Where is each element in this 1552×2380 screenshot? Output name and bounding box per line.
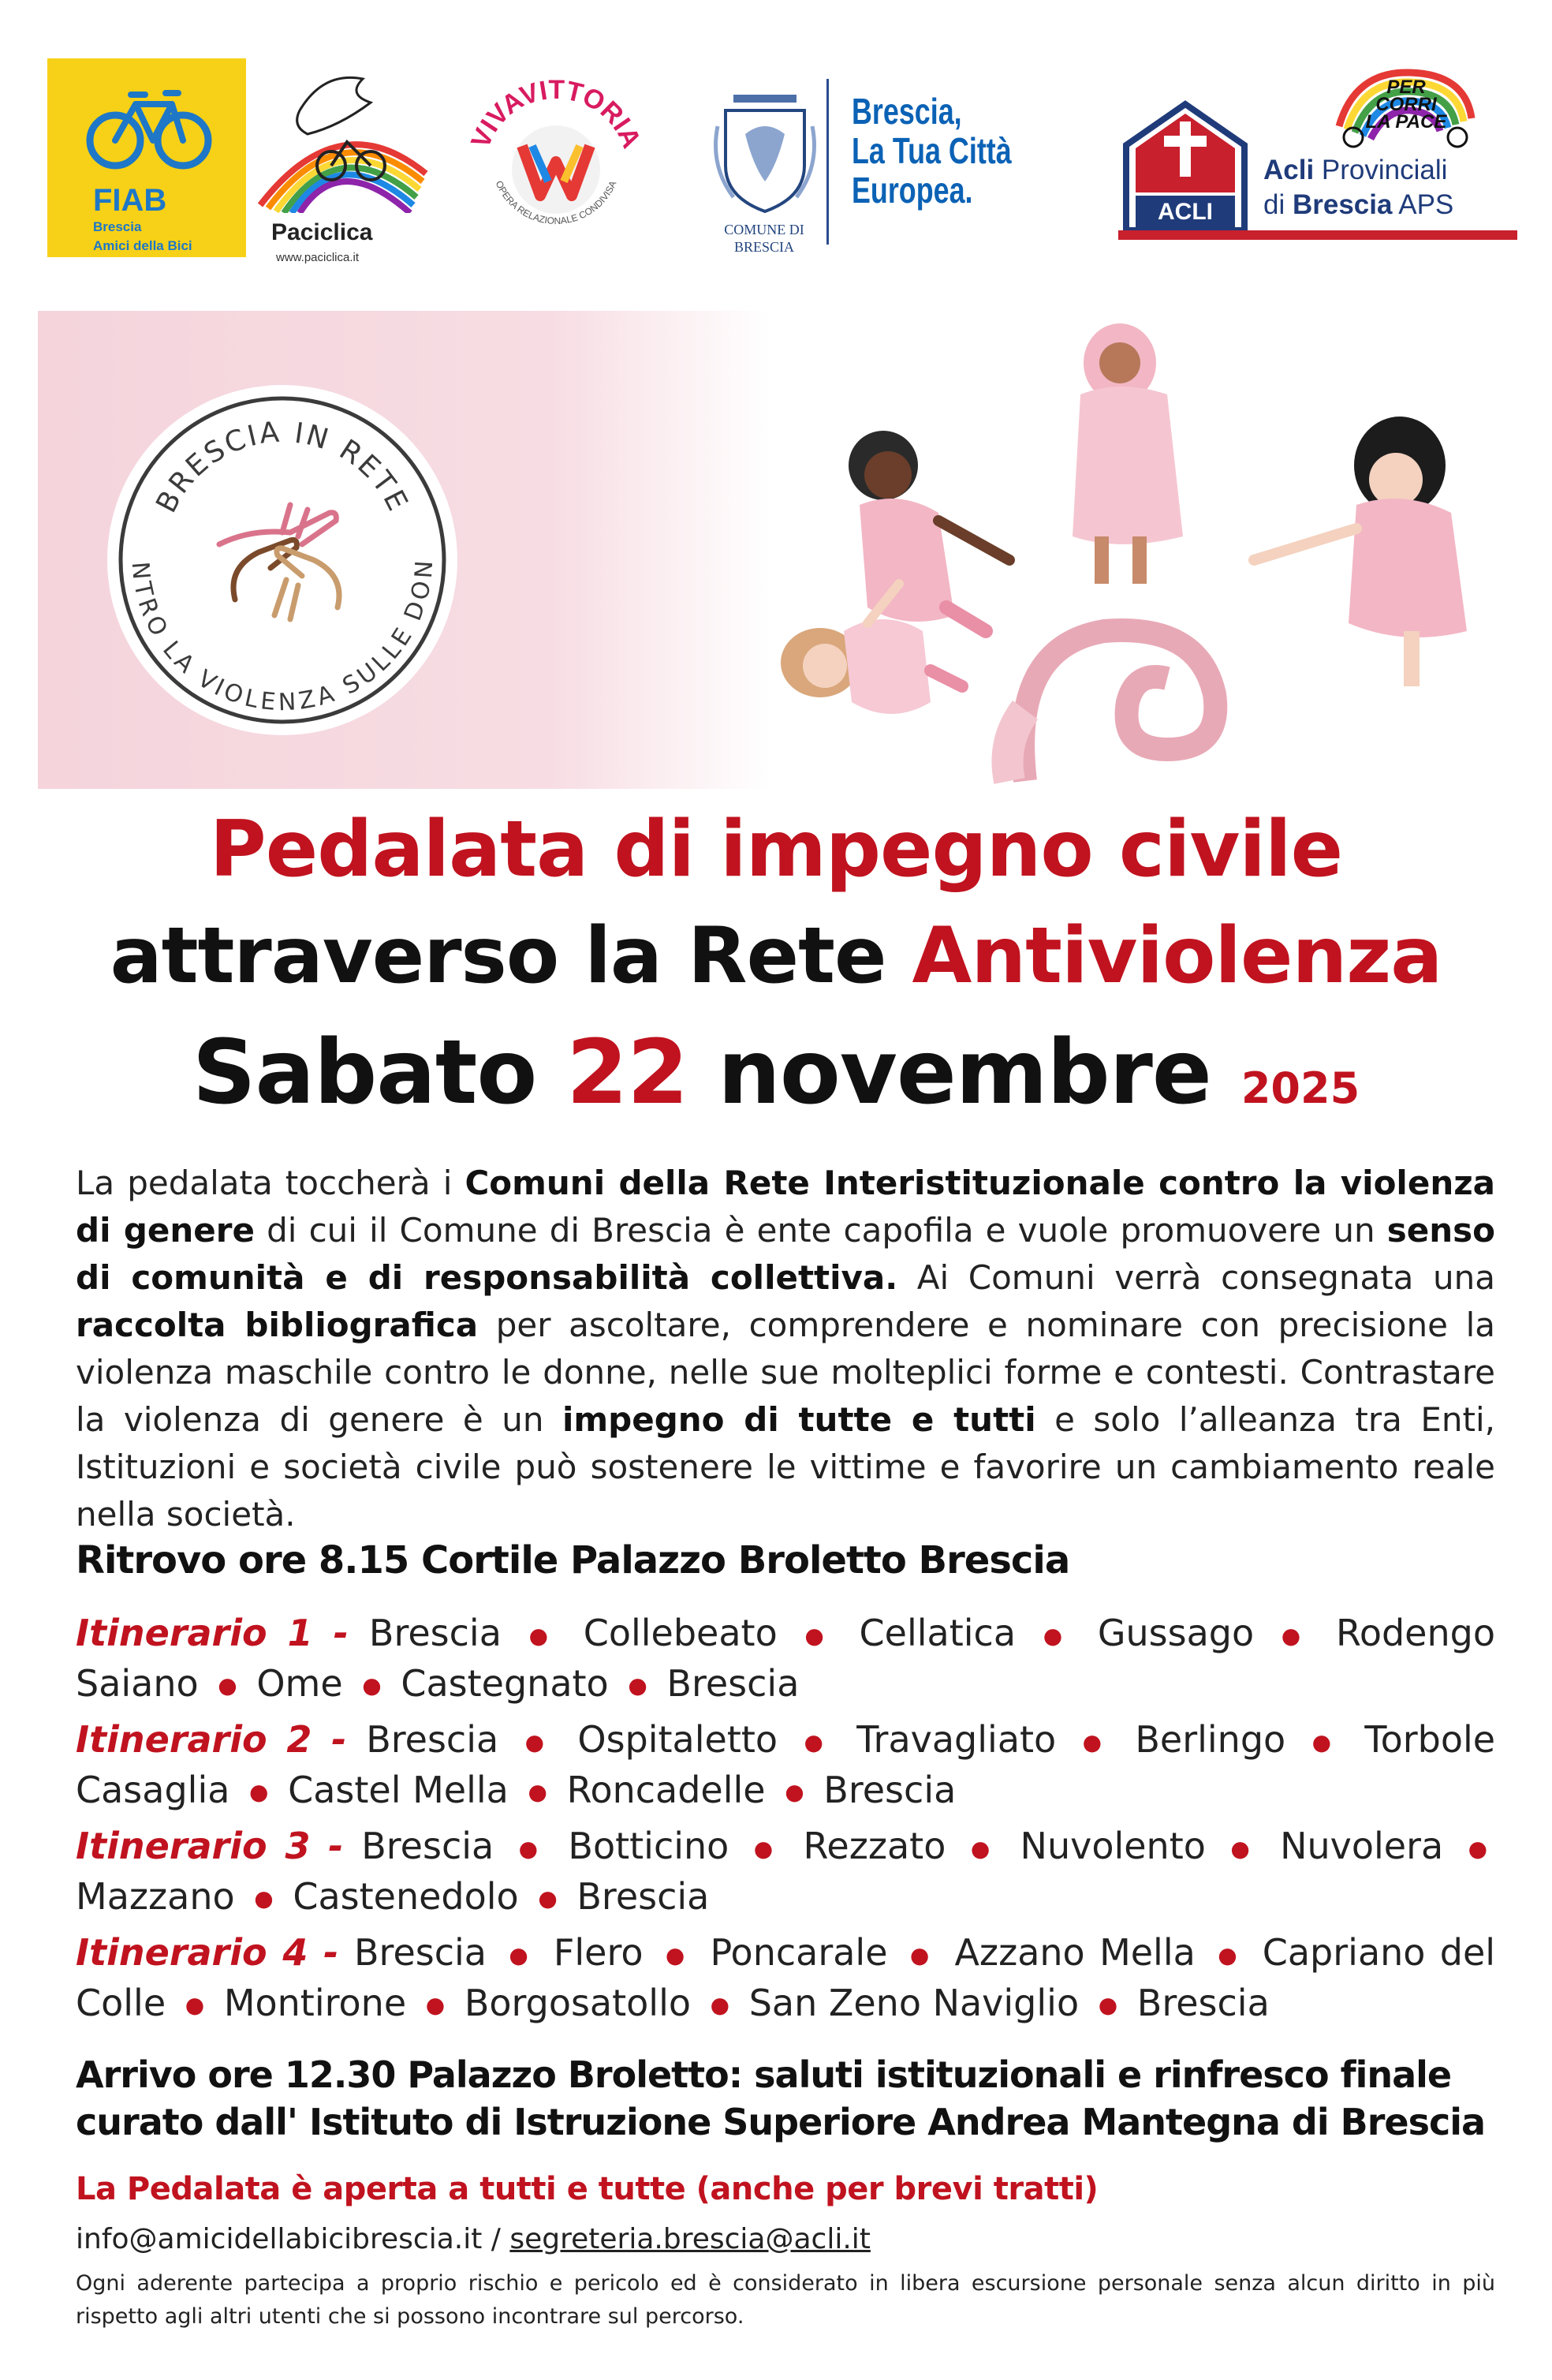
bullet-dot-icon: ●: [509, 1941, 532, 1968]
itinerary-stop: Capriano del Colle: [76, 1931, 1496, 2024]
itinerary-stop: Flero: [553, 1931, 644, 1974]
itinerary-stop: Mazzano: [76, 1874, 235, 1918]
comune-label: [705, 221, 823, 256]
contact-emails: [76, 2223, 871, 2255]
date-year: 2025: [1240, 1063, 1360, 1113]
desc-text-2: di cui il Comune di Brescia è ente capofila e vuole promuovere un: [255, 1211, 1387, 1250]
paciclica-url: www.paciclica.it: [276, 251, 360, 264]
bullet-dot-icon: ●: [665, 1941, 688, 1968]
itinerary-stop: Brescia: [576, 1874, 710, 1918]
desc-bold-4: impegno di tutte e tutti: [561, 1400, 1036, 1439]
woman-figure-3: [1254, 417, 1467, 686]
bullet-dot-icon: ●: [710, 1992, 730, 2018]
bullet-dot-icon: ●: [909, 1941, 933, 1968]
itinerary-stop: Gussago: [1097, 1612, 1255, 1654]
itinerary-stop: Rezzato: [803, 1825, 946, 1867]
title-line-2b: Antiviolenza: [912, 911, 1442, 1001]
itinerary-stop: San Zeno Naviglio: [748, 1981, 1080, 2024]
itinerary-label: Itinerario 4 -: [76, 1931, 354, 1974]
bullet-dot-icon: ●: [1043, 1622, 1071, 1649]
bullet-dot-icon: ●: [185, 1992, 205, 2018]
acli-logo: [1118, 79, 1528, 268]
arrival-info: Arrivo ore 12.30 Palazzo Broletto: saluti istituzionali e rinfresco finale curato dall' Istituto di Istruzione Superiore Andrea Mantegna di Brescia: [76, 2053, 1486, 2143]
dove-rainbow-icon: [244, 55, 434, 213]
acli-line2-bold: Brescia: [1292, 189, 1393, 220]
comune-brescia-logo: [702, 79, 828, 260]
itinerary-stop: Brescia: [353, 1931, 487, 1974]
bullet-dot-icon: ●: [538, 1885, 558, 1911]
itinerary-stop: Castenedolo: [293, 1874, 519, 1918]
woman-figure-2: [849, 431, 1009, 631]
itinerary-stop: Brescia: [823, 1768, 957, 1811]
bullet-dot-icon: ●: [1311, 1728, 1338, 1755]
itinerary-4: [76, 1929, 1495, 2029]
europa-line2: La Tua Città: [852, 130, 1012, 171]
acli-line1: [1263, 155, 1447, 186]
desc-text-1: La pedalata toccherà i: [76, 1164, 465, 1202]
title-line-2: [0, 911, 1552, 1001]
bullet-dot-icon: ●: [970, 1835, 996, 1862]
fiab-line2: Amici della Bici: [93, 238, 192, 253]
title-date: [0, 1022, 1552, 1124]
bullet-dot-icon: ●: [528, 1622, 557, 1649]
bullet-dot-icon: ●: [249, 1779, 269, 1805]
date-month: novembre: [688, 1022, 1241, 1124]
bullet-dot-icon: ●: [753, 1835, 779, 1862]
acli-line2: [1263, 189, 1453, 221]
itinerary-stop: Nuvolento: [1020, 1825, 1206, 1867]
acli-red-bar: [1118, 230, 1517, 240]
itinerary-stop: Collebeato: [583, 1612, 778, 1654]
acli-line1-rest: Provinciali: [1314, 155, 1448, 185]
itinerary-stop: Poncarale: [710, 1931, 888, 1974]
bullet-dot-icon: ●: [1098, 1992, 1118, 2018]
desc-bold-1: Comuni della Rete Interistituzionale contro la violenza di genere: [76, 1164, 1496, 1250]
vivavittoria-name: VIVAVITTORIA: [465, 74, 647, 153]
fiab-line1: Brescia: [93, 219, 142, 234]
europa-line3: Europea.: [852, 170, 973, 211]
paciclica-name: Paciclica: [271, 219, 373, 245]
hero-banner: [0, 300, 1552, 789]
desc-text-4: per ascoltare, comprendere e nominare con precisione la violenza maschile contro le donne, nelle sue molteplici forme e contesti. Contrastare la violenza di genere è un: [76, 1306, 1495, 1439]
itinerary-stop: Botticino: [568, 1825, 729, 1867]
bullet-dot-icon: ●: [254, 1885, 274, 1911]
spiral-decoration: [1023, 630, 1215, 781]
bullet-dot-icon: ●: [528, 1779, 547, 1805]
itinerary-stop: Ospitaletto: [577, 1718, 778, 1761]
percorri-la-pace-logo: [1331, 63, 1478, 150]
itinerary-stop: Berlingo: [1135, 1718, 1286, 1761]
itinerary-stop: Rodengo Saiano: [76, 1612, 1495, 1705]
itinerary-stop: Nuvolera: [1280, 1825, 1444, 1867]
bullet-dot-icon: ●: [218, 1672, 237, 1698]
coat-of-arms-icon: [702, 79, 828, 217]
bicycle-icon: [47, 58, 246, 185]
bullet-dot-icon: ●: [628, 1672, 647, 1698]
bullet-dot-icon: ●: [362, 1672, 382, 1698]
itinerary-stop: Montirone: [223, 1981, 407, 2024]
email-fiab[interactable]: info@amicidellabicibrescia.it: [76, 2223, 483, 2255]
itinerary-label: Itinerario 3 -: [76, 1825, 362, 1867]
desc-bold-3: raccolta bibliografica: [76, 1306, 479, 1344]
meeting-point: Ritrovo ore 8.15 Cortile Palazzo Broletto Brescia: [76, 1538, 1070, 1582]
badge-bottom-text: NTRO LA VIOLENZA SULLE DON: [126, 558, 438, 716]
itinerary-2: [76, 1716, 1495, 1816]
bullet-dot-icon: ●: [1230, 1835, 1255, 1862]
fiab-name: FIAB: [93, 183, 167, 218]
bullet-dot-icon: ●: [804, 1622, 832, 1649]
women-holding-hands-illustration: [773, 300, 1514, 789]
bullet-dot-icon: ●: [425, 1992, 446, 2018]
email-separator: /: [482, 2223, 510, 2255]
itinerary-stop: Torbole Casaglia: [76, 1718, 1496, 1811]
bullet-dot-icon: ●: [518, 1835, 543, 1862]
itinerary-stop: Ome: [256, 1661, 343, 1705]
itinerary-stop: Brescia: [361, 1825, 494, 1867]
desc-text-3: Ai Comuni verrà consegnata una: [897, 1258, 1495, 1297]
itinerary-label: Itinerario 2 -: [76, 1718, 367, 1761]
bullet-dot-icon: ●: [1281, 1622, 1309, 1649]
date-day: 22: [566, 1022, 688, 1124]
vivavittoria-tagline: OPERA RELAZIONALE CONDIVISA: [493, 178, 619, 227]
bullet-dot-icon: ●: [804, 1728, 830, 1755]
itinerary-stop: Brescia: [666, 1661, 800, 1705]
percorri-text: PER CORRI LA PACE: [1365, 77, 1447, 133]
bullet-dot-icon: ●: [785, 1779, 804, 1805]
desc-bold-2: senso di comunità e di responsabilità collettiva.: [76, 1211, 1495, 1297]
acli-badge-text: ACLI: [1158, 199, 1213, 225]
itinerary-1: [76, 1609, 1495, 1709]
itinerary-stop: Castegnato: [401, 1661, 609, 1705]
europa-logo: [852, 79, 1088, 260]
title-line-1: Pedalata di impegno civile: [209, 805, 1343, 895]
description-paragraph: [76, 1160, 1495, 1538]
desc-text-5: e solo l’alleanza tra Enti, Istituzioni e società civile può sostenere le vittime e favorire un cambiamento reale nella società.: [76, 1400, 1496, 1534]
comune-line2: BRESCIA: [733, 239, 795, 255]
comune-line1: COMUNE DI: [724, 222, 804, 237]
acli-line1-bold: Acli: [1263, 155, 1315, 185]
itinerary-stop: Travagliato: [856, 1718, 1057, 1761]
logo-divider: [826, 79, 829, 245]
brescia-in-rete-badge: [101, 379, 464, 742]
paciclica-logo: [244, 55, 434, 268]
acli-emblem-icon: [1118, 98, 1252, 248]
itinerary-stop: Brescia: [366, 1718, 499, 1761]
itinerary-stop: Cellatica: [859, 1612, 1017, 1654]
bullet-dot-icon: ●: [1468, 1835, 1488, 1862]
sponsor-logos: [0, 47, 1552, 276]
itinerary-stop: Roncadelle: [566, 1768, 766, 1811]
badge-top-text: BRESCIA IN RETE: [150, 416, 415, 518]
itinerary-label: Itinerario 1 -: [76, 1612, 369, 1654]
europa-line1: Brescia,: [852, 91, 962, 132]
bullet-dot-icon: ●: [1218, 1941, 1240, 1968]
itinerary-stop: Brescia: [368, 1612, 502, 1654]
vivavittoria-logo: [457, 63, 655, 260]
itinerary-stop: Borgosatollo: [464, 1981, 691, 2024]
fiab-logo: [47, 58, 246, 257]
itinerary-stop: Azzano Mella: [954, 1931, 1196, 1974]
woman-figure-1: [1073, 323, 1183, 584]
email-acli[interactable]: segreteria.brescia@acli.it: [509, 2223, 871, 2255]
open-to-all-notice: La Pedalata è aperta a tutti e tutte (anche per brevi tratti): [76, 2171, 1099, 2207]
itinerary-stop: Castel Mella: [288, 1768, 509, 1811]
date-weekday: Sabato: [192, 1022, 567, 1124]
itinerary-3: [76, 1822, 1495, 1922]
bullet-dot-icon: ●: [524, 1728, 551, 1755]
acli-line2-post: APS: [1392, 189, 1454, 220]
itinerary-stop: Brescia: [1136, 1981, 1270, 2024]
title-line-2a: attraverso la Rete: [110, 911, 912, 1001]
bullet-dot-icon: ●: [1082, 1728, 1109, 1755]
acli-line2-pre: di: [1263, 189, 1293, 220]
liability-disclaimer: Ogni aderente partecipa a proprio rischio e pericolo ed è considerato in libera escursione personale senza alcun diritto in più rispetto agli altri utenti che si possono incontrare sul percorso.: [76, 2271, 1495, 2329]
